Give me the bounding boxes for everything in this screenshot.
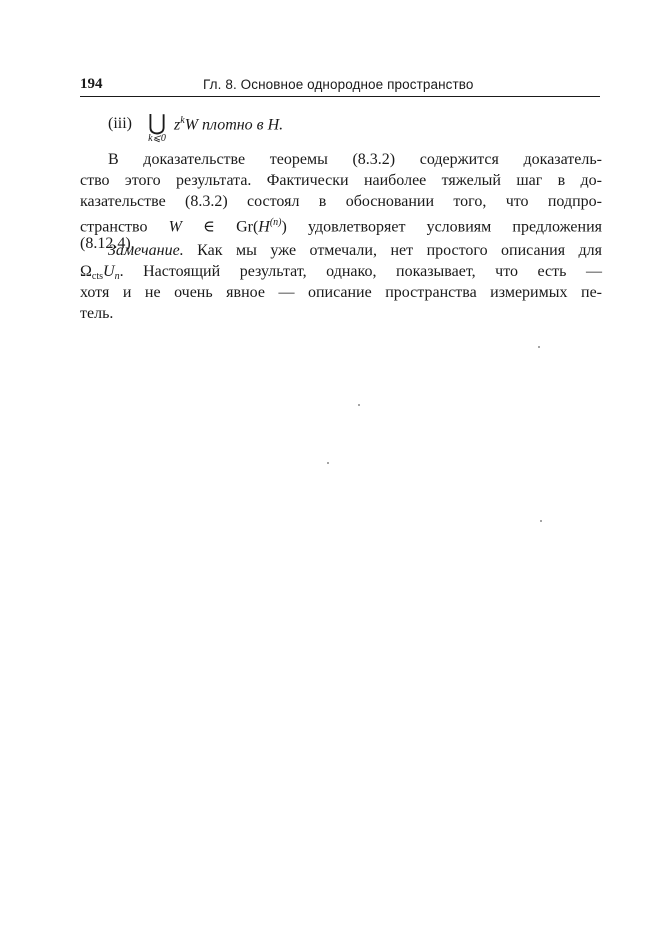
- superscript-n: (n): [269, 217, 282, 228]
- paragraph-line: тель.: [80, 305, 114, 322]
- remark-label: Замечание.: [108, 242, 184, 259]
- h-var: H: [258, 218, 270, 236]
- paragraph-2: [80, 240, 602, 324]
- page-number: 194: [80, 76, 103, 92]
- paragraph-line: ство этого результата. Фактически наиболее тяжелый шаг в до-: [80, 172, 602, 189]
- scan-speck: [540, 520, 542, 522]
- item-label: (iii): [108, 115, 132, 132]
- scan-speck: [358, 404, 360, 406]
- paragraph-line: [80, 212, 602, 236]
- paragraph-line: хотя и не очень явное — описание пространства измеримых пе-: [80, 284, 602, 301]
- paragraph-line: [80, 240, 602, 261]
- page-header: [80, 76, 600, 97]
- running-title: Гл. 8. Основное однородное пространство: [203, 77, 474, 92]
- text-run: ) удовлетворяет условиям предложения: [281, 218, 602, 236]
- item-formula: [174, 115, 283, 134]
- paragraph-line: казательстве (8.3.2) состоял в обосновании того, что подпро-: [80, 193, 602, 210]
- n-subscript: n: [114, 271, 120, 282]
- text-run: странство: [80, 218, 169, 236]
- scan-speck: [538, 346, 540, 348]
- paragraph-line: [80, 261, 602, 282]
- w-var: W: [184, 116, 199, 134]
- text-run: ∈ Gr(: [181, 218, 259, 236]
- union-subscript: k⩽0: [148, 133, 166, 144]
- union-operator: [145, 110, 169, 144]
- exponent: k: [180, 115, 185, 126]
- paragraph-line: (8.12.4).: [80, 235, 135, 252]
- text-run: . Настоящий результат, однако, показывает, что есть —: [119, 263, 602, 280]
- union-symbol: ⋃: [147, 110, 167, 135]
- cts-subscript: cts: [91, 271, 103, 282]
- u-var: U: [103, 263, 115, 280]
- text-run: Как мы уже отмечали, нет простого описания для: [183, 242, 602, 259]
- paragraph-line: В доказательстве теоремы (8.3.2) содержится доказатель-: [108, 151, 602, 168]
- item-text: плотно в H.: [198, 116, 284, 134]
- z-var: z: [174, 116, 181, 134]
- omega-symbol: Ω: [80, 263, 92, 280]
- scan-speck: [327, 462, 329, 464]
- w-var: W: [168, 218, 182, 236]
- paragraph-1: [80, 149, 602, 254]
